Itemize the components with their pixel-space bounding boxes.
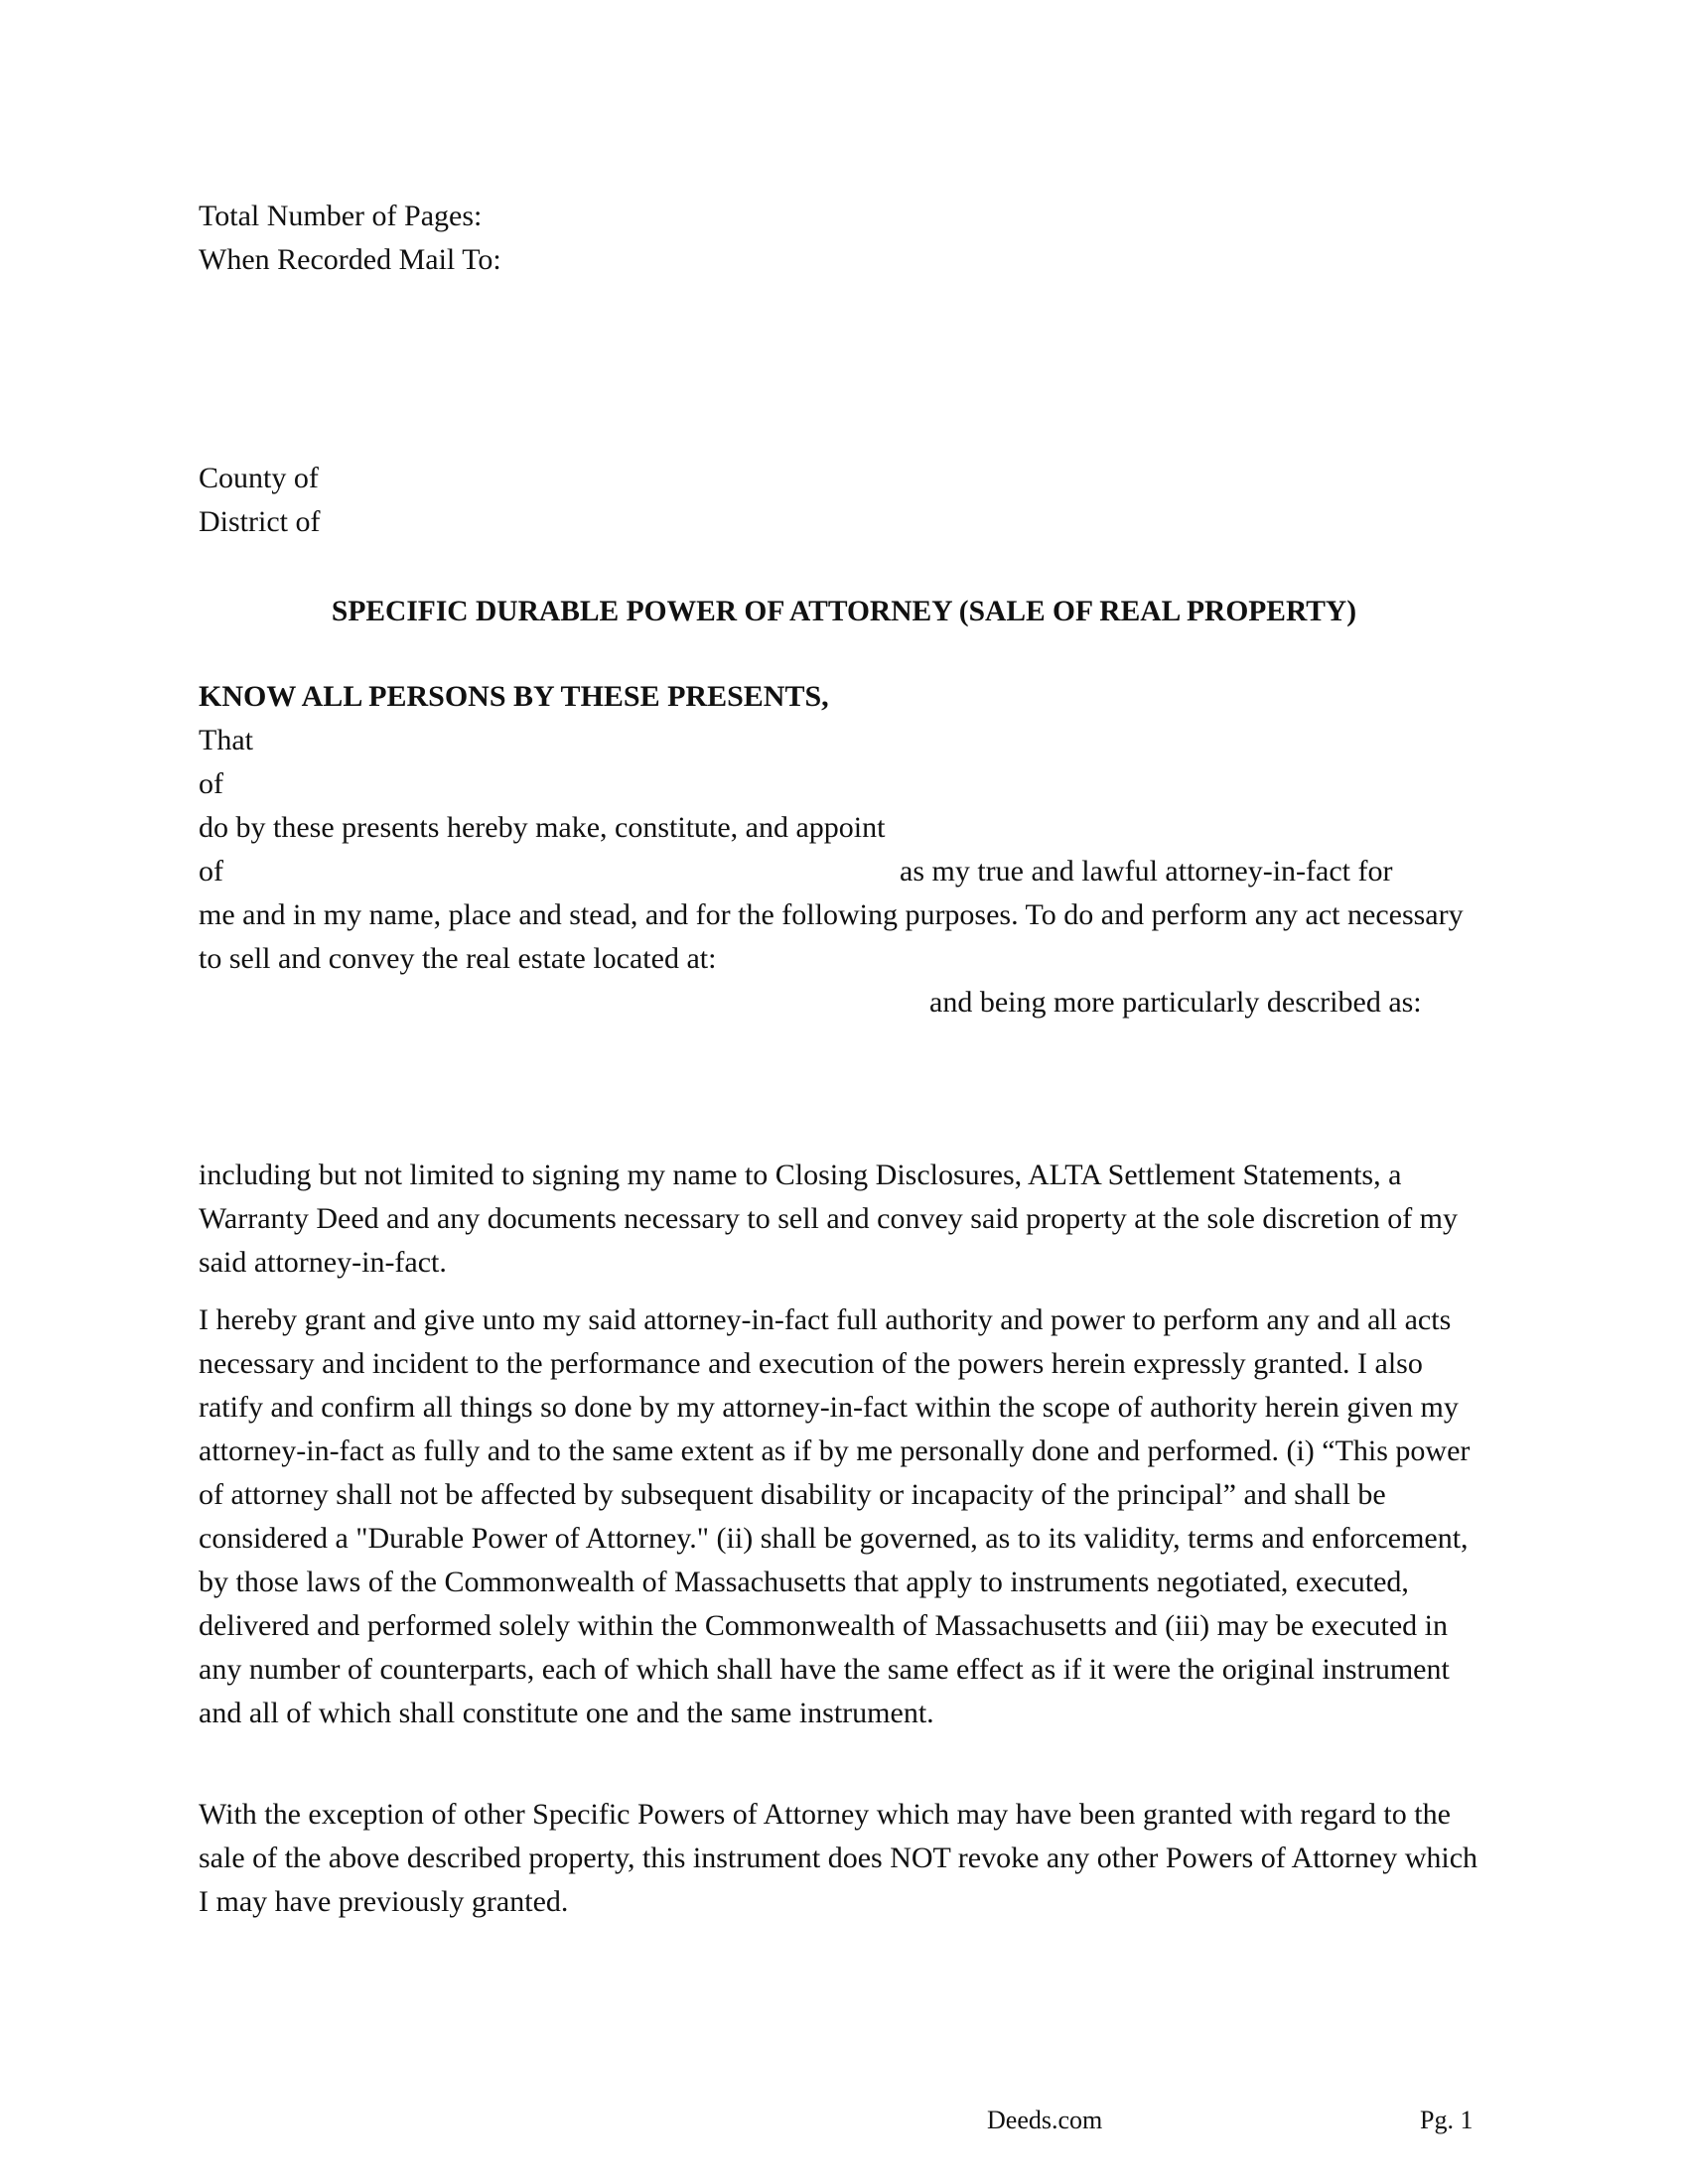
attorney-line-end: as my true and lawful attorney-in-fact for — [900, 855, 1393, 887]
footer-site: Deeds.com — [987, 2106, 1103, 2134]
of-label-attorney: of — [199, 855, 223, 887]
described-as: and being more particularly described as: — [929, 986, 1422, 1019]
preamble: KNOW ALL PERSONS BY THESE PRESENTS, — [199, 680, 829, 713]
total-pages-label: Total Number of Pages: — [199, 200, 483, 232]
district-label: District of — [199, 505, 321, 538]
paragraph-revocation: With the exception of other Specific Powers of Attorney which may have been granted with regard to the sale of the above described property, this instrument does NOT revoke any other Powers of Attorney which I may have previously granted. — [199, 1798, 1478, 1918]
county-label: County of — [199, 462, 319, 494]
mail-to-label: When Recorded Mail To: — [199, 243, 501, 276]
paragraph-authority: I hereby grant and give unto my said attorney-in-fact full authority and power to perform any and all acts necessary and incident to the performance and execution of the powers herein expressly granted. I also ratify and confirm all things so done by my attorney-in-fact within the scope of authority herein given my attorney-in-fact as fully and to the same extent as if by me personally done and performed. (i) “This power of attorney shall not be affected by subsequent disability or incapacity of the principal” and shall be considered a "Durable Power of Attorney." (ii) shall be governed, as to its validity, terms and enforcement, by those laws of the Commonwealth of Massachusetts that apply to instruments negotiated, executed, delivered and performed solely within the Commonwealth of Massachusetts and (iii) may be executed in any number of counterparts, each of which shall have the same effect as if it were the original instrument and all of which shall constitute one and the same instrument. — [199, 1303, 1471, 1729]
footer-page-number: Pg. 1 — [1420, 2106, 1474, 2134]
purpose-text: me and in my name, place and stead, and for the following purposes. To do and perform any act necessary to sell and convey the real estate located at: — [199, 898, 1464, 975]
paragraph-including: including but not limited to signing my name to Closing Disclosures, ALTA Settlement Statements, a Warranty Deed and any documents necessary to sell and convey said property at the sole discretion of my said attorney-in-fact. — [199, 1159, 1459, 1279]
that-label: That — [199, 724, 253, 756]
document-title: SPECIFIC DURABLE POWER OF ATTORNEY (SALE OF REAL PROPERTY) — [331, 596, 1357, 627]
appoint-text: do by these presents hereby make, constitute, and appoint — [199, 811, 886, 844]
of-label-principal: of — [199, 767, 223, 800]
